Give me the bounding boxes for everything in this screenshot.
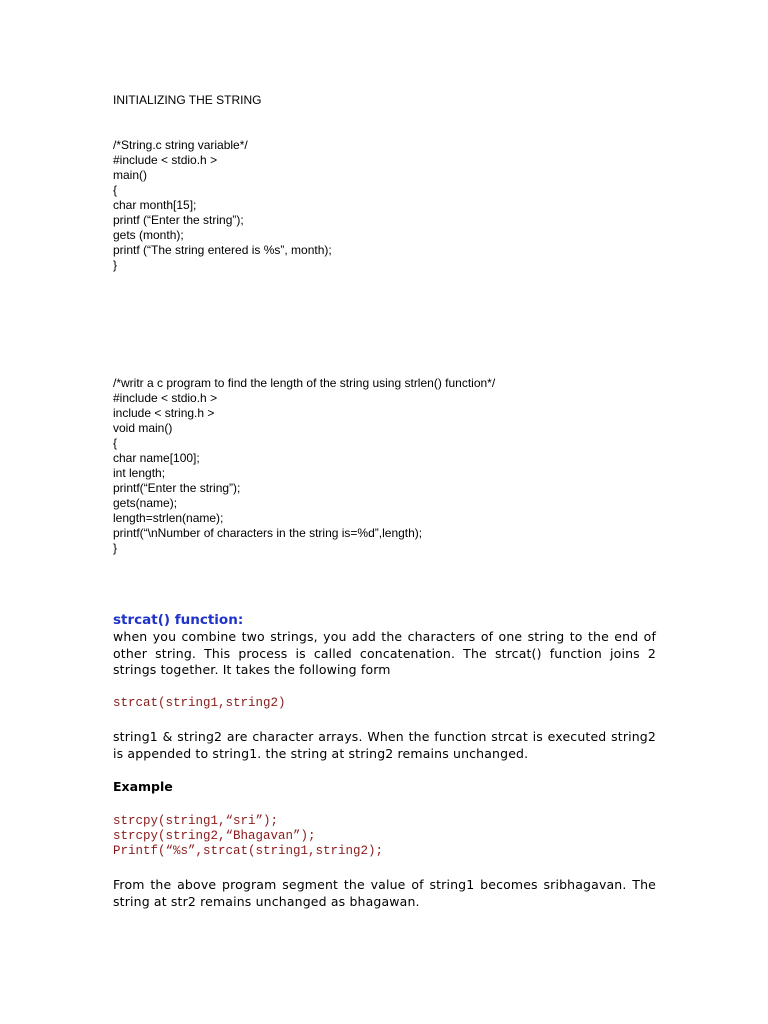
code-line: /*String.c string variable*/ — [113, 138, 248, 152]
code-line: #include < stdio.h > — [113, 391, 218, 405]
code-block-string-c — [113, 138, 332, 273]
code-line: gets (month); — [113, 228, 184, 242]
code-line: printf(“Enter the string”); — [113, 481, 241, 495]
code-line: { — [113, 183, 118, 197]
code-block-strlen — [113, 376, 495, 556]
code-line: } — [113, 541, 118, 555]
code-line: char month[15]; — [113, 198, 197, 212]
code-line: include < string.h > — [113, 406, 215, 420]
code-line: void main() — [113, 421, 173, 435]
code-line: #include < stdio.h > — [113, 153, 218, 167]
code-line: /*writr a c program to find the length of the string using strlen() function*/ — [113, 376, 496, 390]
paragraph-strcat-explanation: string1 & string2 are character arrays. When the function strcat is executed string2 is appended to string1. the string at string2 remains unchanged. — [113, 729, 656, 761]
code-line: gets(name); — [113, 496, 178, 510]
section-title-strcat: strcat() function: — [113, 612, 244, 628]
paragraph-conclusion: From the above program segment the value of string1 becomes sribhagavan. The string at str2 remains unchanged as bhagawan. — [113, 877, 656, 909]
code-line: char name[100]; — [113, 451, 200, 465]
example-label: Example — [113, 779, 173, 794]
code-example-line: Printf(“%s”,strcat(string1,string2); — [113, 844, 384, 858]
code-line: printf (“Enter the string”); — [113, 213, 244, 227]
section-heading-initializing: INITIALIZING THE STRING — [113, 93, 262, 107]
code-line: length=strlen(name); — [113, 511, 224, 525]
code-line: { — [113, 436, 118, 450]
code-line: printf(“\nNumber of characters in the string is=%d”,length); — [113, 526, 423, 540]
code-strcat-form: strcat(string1,string2) — [113, 696, 286, 710]
code-line: } — [113, 258, 118, 272]
code-line: int length; — [113, 466, 166, 480]
code-line: printf (“The string entered is %s”, month); — [113, 243, 332, 257]
code-line: main() — [113, 168, 148, 182]
code-example-line: strcpy(string2,“Bhagavan”); — [113, 829, 316, 843]
paragraph-strcat-intro: when you combine two strings, you add the characters of one string to the end of other string. This process is called concatenation. The strcat() function joins 2 strings together. It takes the following form — [113, 629, 656, 677]
code-example-line: strcpy(string1,“sri”); — [113, 814, 279, 828]
